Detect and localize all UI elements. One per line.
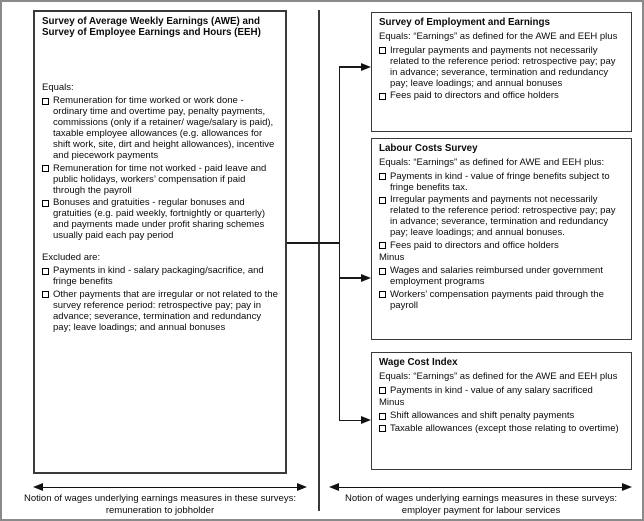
bullet-text: Wages and salaries reimbursed under government employment programs xyxy=(390,265,603,287)
square-bullet-icon xyxy=(379,93,386,100)
connector-branch-see-line xyxy=(339,66,363,68)
bullet-item xyxy=(379,90,624,101)
square-bullet-icon xyxy=(379,197,386,204)
bullet-text: Other payments that are irregular or not related to the survey reference period: retrospective pay; pay in advance; severance, termination and redundancy pay; leave loadings; and annual bonuses xyxy=(53,288,278,333)
left-footer-line2: remuneration to jobholder xyxy=(105,504,215,516)
left-footer-caption xyxy=(4,493,316,516)
bullet-text: Shift allowances and shift penalty payments xyxy=(390,410,575,421)
square-bullet-icon xyxy=(379,47,386,54)
bullet-text: Payments in kind - value of fringe benefits subject to fringe benefits tax. xyxy=(390,170,610,193)
equals-label: Equals: xyxy=(42,82,74,93)
square-bullet-icon xyxy=(379,268,386,275)
square-bullet-icon xyxy=(379,173,386,180)
square-bullet-icon xyxy=(42,165,49,172)
minus-label: Minus xyxy=(379,252,405,263)
connector-stem-line xyxy=(287,242,340,244)
connector-branch-wci-line xyxy=(339,420,363,422)
square-bullet-icon xyxy=(379,242,386,249)
labour-costs-box xyxy=(371,138,632,340)
square-bullet-icon xyxy=(379,291,386,298)
bullet-item xyxy=(379,240,624,251)
square-bullet-icon xyxy=(42,291,49,298)
bullet-text: Fees paid to directors and office holders xyxy=(390,90,559,101)
square-bullet-icon xyxy=(379,413,386,420)
bullet-item xyxy=(379,194,624,238)
bullet-text: Workers’ compensation payments paid through the payroll xyxy=(390,288,604,311)
bullet-item xyxy=(379,45,624,89)
bullet-item xyxy=(42,289,278,333)
bullet-item xyxy=(379,289,624,311)
bullet-text: Irregular payments and payments not necessarily related to the reference period: retrospective pay; pay in advance; severance, termination and redundancy pay; leave loadings; and annual bonuses xyxy=(390,44,616,89)
wage-cost-index-intro: Equals: “Earnings” as defined for the AWE and EEH plus xyxy=(379,371,618,382)
square-bullet-icon xyxy=(42,98,49,105)
minus-label: Minus xyxy=(379,397,405,408)
bullet-text: Payments in kind - salary packaging/sacrifice, and fringe benefits xyxy=(53,265,264,287)
bullet-text: Remuneration for time worked or work done - ordinary time and overtime pay, penalty payments, commissions (only if a retainer/ wage/salary is paid), taxable employee allowances (e.g. allowances for shift work, site, dirt and height allowances), incentive and piecework payments xyxy=(53,95,275,161)
excluded-label: Excluded are: xyxy=(42,252,101,263)
bullet-text: Payments in kind - value of any salary sacrificed xyxy=(390,384,593,396)
bullet-item xyxy=(379,410,624,421)
square-bullet-icon xyxy=(379,425,386,432)
employer-double-arrow-icon xyxy=(329,483,632,492)
bullet-item xyxy=(42,197,278,241)
square-bullet-icon xyxy=(379,387,386,394)
bullet-item xyxy=(42,95,278,161)
square-bullet-icon xyxy=(42,268,49,275)
right-footer-line1: Notion of wages underlying earnings measures in these surveys: xyxy=(345,493,617,504)
wage-cost-index-title: Wage Cost Index xyxy=(379,357,458,368)
see-intro: Equals: “Earnings” as defined for the AWE and EEH plus xyxy=(379,31,618,42)
jobholder-double-arrow-icon xyxy=(33,483,307,492)
arrowhead-see-icon xyxy=(361,63,371,71)
connector-trunk-line xyxy=(339,66,341,421)
labour-costs-title: Labour Costs Survey xyxy=(379,143,478,154)
bullet-item xyxy=(379,385,624,396)
bullet-item xyxy=(379,265,624,287)
bullet-text: Taxable allowances (except those relating to overtime) xyxy=(390,422,619,434)
arrowhead-wci-icon xyxy=(361,416,371,424)
awe-eeh-box xyxy=(33,10,287,474)
bullet-item xyxy=(42,265,278,287)
see-box xyxy=(371,12,632,132)
right-footer-line2: employer payment for labour services xyxy=(401,504,561,516)
connector-branch-lcs-line xyxy=(339,277,363,279)
bullet-item xyxy=(379,171,624,193)
right-footer-caption xyxy=(324,493,638,516)
bullet-text: Fees paid to directors and office holders xyxy=(390,239,559,251)
bullet-item xyxy=(379,423,624,434)
see-title: Survey of Employment and Earnings xyxy=(379,17,550,28)
labour-costs-intro: Equals: “Earnings” as defined for AWE and EEH plus: xyxy=(379,157,605,168)
bullet-text: Remuneration for time not worked - paid leave and public holidays, workers’ compensation if paid through the payroll xyxy=(53,162,267,196)
left-footer-line1: Notion of wages underlying earnings measures in these surveys: xyxy=(24,493,296,504)
bullet-text: Irregular payments and payments not necessarily related to the reference period: retrospective pay; pay in advance; severance, termination and redundancy pay; leave loadings; and annual bonuses. xyxy=(390,194,616,238)
wage-cost-index-box xyxy=(371,352,632,470)
bullet-text: Bonuses and gratuities - regular bonuses and gratuities (e.g. paid weekly, fortnightly or quarterly) and payments made under profit sharing schemes usually paid each pay period xyxy=(53,197,266,241)
square-bullet-icon xyxy=(42,200,49,207)
arrowhead-lcs-icon xyxy=(361,274,371,282)
awe-eeh-title: Survey of Average Weekly Earnings (AWE) and Survey of Employee Earnings and Hours (EEH) xyxy=(42,16,261,38)
bullet-item xyxy=(42,163,278,196)
vertical-divider-line xyxy=(318,10,320,511)
